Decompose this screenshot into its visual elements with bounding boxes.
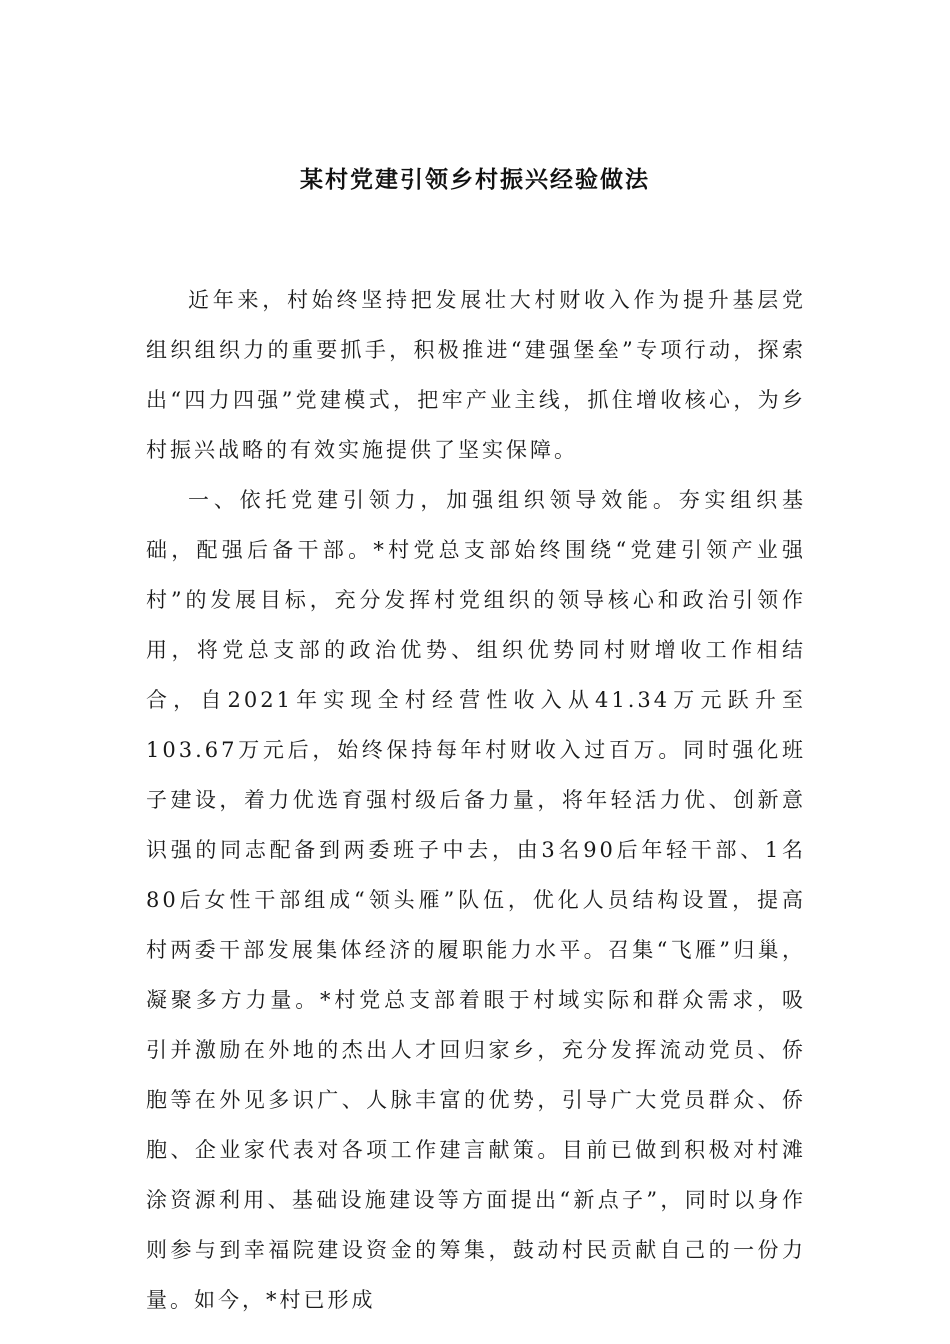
paragraph-section-one: 一、依托党建引领力，加强组织领导效能。夯实组织基础，配强后备干部。*村党总支部始终围绕“党建引领产业强村”的发展目标，充分发挥村党组织的领导核心和政治引领作用，将党总支部的政治优势、组织优势同村财增收工作相结合，自2021年实现全村经营性收入从41.34万元跃升至103.67万元后，始终保持每年村财收入过百万。同时强化班子建设，着力优选育强村级后备力量，将年轻活力优、创新意识强的同志配备到两委班子中去，由3名90后年轻干部、1名80后女性干部组成“领头雁”队伍，优化人员结构设置，提高村两委干部发展集体经济的履职能力水平。召集“飞雁”归巢，凝聚多方力量。*村党总支部着眼于村域实际和群众需求，吸引并激励在外地的杰出人才回归家乡，充分发挥流动党员、侨胞等在外见多识广、人脉丰富的优势，引导广大党员群众、侨胞、企业家代表对各项工作建言献策。目前已做到积极对村滩涂资源利用、基础设施建设等方面提出“新点子”，同时以身作则参与到幸福院建设资金的筹集，鼓动村民贡献自己的一份力量。如今，*村已形成	[146, 488, 806, 1312]
document-body	[146, 275, 806, 1325]
paragraph-intro: 近年来，村始终坚持把发展壮大村财收入作为提升基层党组织组织力的重要抓手，积极推进“建强堡垒”专项行动，探索出“四力四强”党建模式，把牢产业主线，抓住增收核心，为乡村振兴战略的有效实施提供了坚实保障。	[146, 288, 806, 462]
document-title: 某村党建引领乡村振兴经验做法	[300, 166, 650, 193]
